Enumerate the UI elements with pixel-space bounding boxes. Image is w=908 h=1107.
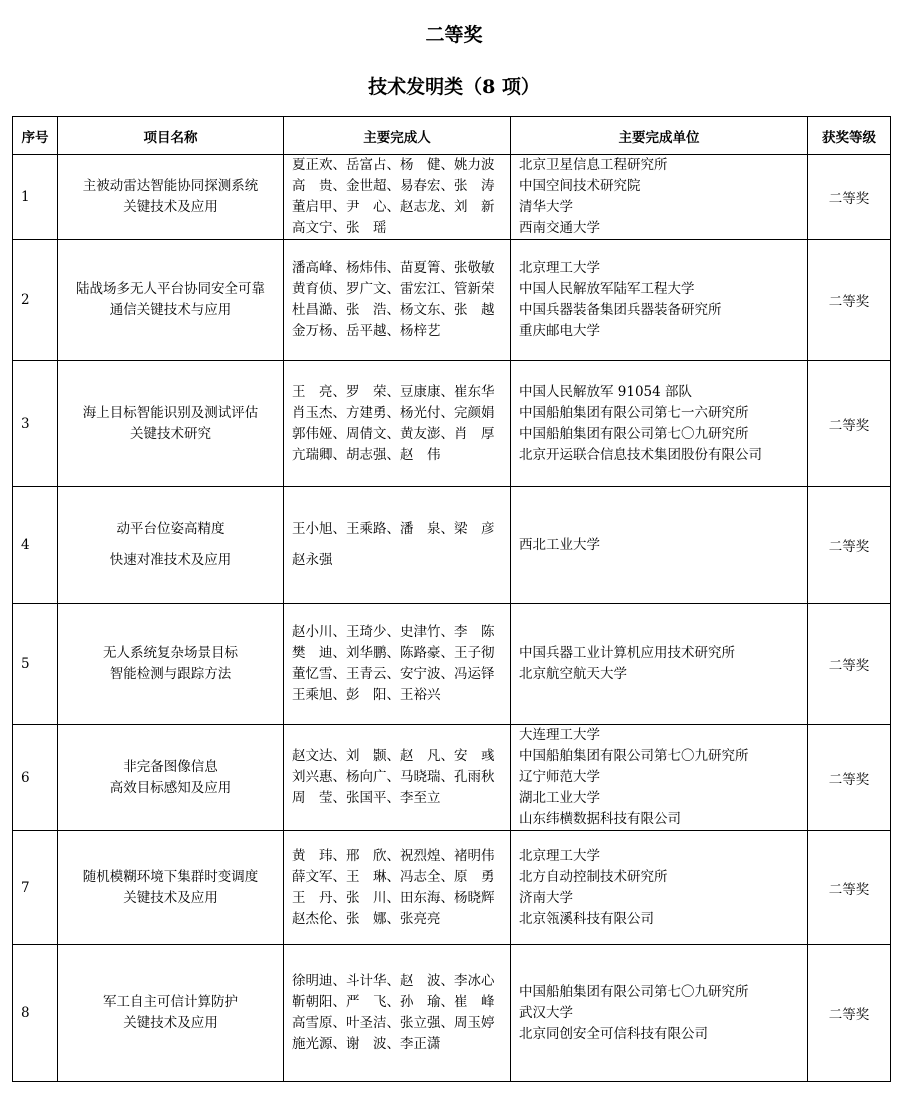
main-units [511,487,808,604]
award-level: 二等奖 [808,487,891,604]
main-units-line: 中国人民解放军陆军工程大学 [519,281,695,297]
main-people-line: 高文宁、张 瑶 [292,220,387,236]
main-units-line: 中国人民解放军 91054 部队 [519,383,693,400]
main-units-line: 中国船舶集团有限公司第七〇九研究所 [519,748,749,764]
main-people-line: 刘兴惠、杨向广、马晓瑞、孔雨秋 [292,769,495,785]
main-people-line: 高 贵、金世超、易春宏、张 涛 [292,178,495,194]
project-name [58,604,284,725]
project-name-line: 关键技术及应用 [123,199,218,215]
project-name-line: 主被动雷达智能协同探测系统 [82,178,259,194]
table-row [13,725,891,831]
row-index: 5 [13,604,58,725]
row-index: 3 [13,361,58,487]
main-units-line: 武汉大学 [519,1004,573,1021]
main-units [511,945,808,1082]
table-row [13,945,891,1082]
award-level: 二等奖 [808,361,891,487]
table-header-row [13,117,891,155]
table-row [13,831,891,945]
main-people-line: 靳朝阳、严 飞、孙 瑜、崔 峰 [292,994,495,1010]
header-main-units: 主要完成单位 [511,117,808,155]
project-name-line: 关键技术及应用 [123,889,218,906]
project-name-line: 快速对准技术及应用 [109,552,232,568]
project-name-line: 非完备图像信息 [123,758,218,775]
main-people-line: 薛文军、王 琳、冯志全、原 勇 [292,868,495,885]
main-units-line: 中国船舶集团有限公司第七一六研究所 [519,404,749,421]
main-people-line: 潘高峰、杨炜伟、苗夏箐、张敬敏 [292,260,495,276]
project-name [58,240,284,361]
main-units-line: 北京航空航天大学 [519,666,627,682]
main-units-line: 清华大学 [519,199,573,215]
project-name [58,945,284,1082]
table-row [13,155,891,240]
main-units-line: 辽宁师范大学 [519,769,600,785]
main-people-line: 施光源、谢 波、李正潇 [292,1036,441,1052]
main-units-line: 湖北工业大学 [519,790,600,806]
row-index: 7 [13,831,58,945]
category-title: 技术发明类（8 项） [368,76,540,98]
table-row [13,361,891,487]
award-table [12,116,891,1082]
main-units-line: 中国船舶集团有限公司第七〇九研究所 [519,983,749,1000]
award-level: 二等奖 [808,604,891,725]
main-people-line: 徐明迪、斗计华、赵 波、李冰心 [292,973,495,989]
project-name-line: 无人系统复杂场景目标 [103,645,238,661]
project-name-line: 智能检测与跟踪方法 [109,666,232,682]
main-units [511,831,808,945]
main-people-line: 王 丹、张 川、田东海、杨晓辉 [292,889,495,906]
row-index: 6 [13,725,58,831]
main-units-line: 重庆邮电大学 [519,323,600,339]
project-name [58,361,284,487]
project-name-line: 高效目标感知及应用 [109,779,232,796]
project-name-line: 海上目标智能识别及测试评估 [82,404,259,421]
header-index: 序号 [13,117,58,155]
main-units-line: 济南大学 [519,889,573,906]
award-level: 二等奖 [808,945,891,1082]
main-people-line: 杜昌澔、张 浩、杨文东、张 越 [292,302,495,318]
main-people [284,361,511,487]
main-people-line: 周 莹、张国平、李至立 [292,790,441,806]
main-units-line: 西南交通大学 [519,220,600,236]
header-main-people: 主要完成人 [284,117,511,155]
main-people [284,725,511,831]
main-units [511,604,808,725]
main-people [284,831,511,945]
main-people-line: 金万杨、岳平越、杨梓艺 [292,323,441,339]
project-name-line: 随机模糊环境下集群时变调度 [82,868,259,885]
main-units-line: 中国船舶集团有限公司第七〇九研究所 [519,425,749,442]
main-people-line: 赵杰伦、张 娜、张亮亮 [292,910,441,927]
main-people-line: 王乘旭、彭 阳、王裕兴 [292,687,441,703]
header-project-name: 项目名称 [58,117,284,155]
table-row [13,487,891,604]
main-people-line: 樊 迪、刘华鹏、陈路豪、王子彻 [292,645,495,661]
main-units-line: 大连理工大学 [519,727,600,743]
main-units [511,725,808,831]
main-units-line: 北京卫星信息工程研究所 [519,157,668,173]
main-units-line: 中国兵器工业计算机应用技术研究所 [519,645,735,661]
main-people [284,155,511,240]
main-people [284,945,511,1082]
main-people-line: 夏正欢、岳富占、杨 健、姚力波 [292,157,495,173]
award-level-title: 二等奖 [425,24,483,46]
main-units-line: 西北工业大学 [519,536,600,553]
main-people-line: 郭伟娅、周倩文、黄友澎、肖 厚 [292,425,495,442]
table-row [13,240,891,361]
award-level: 二等奖 [808,240,891,361]
table-row [13,604,891,725]
main-units [511,155,808,240]
main-units-line: 北京理工大学 [519,260,600,276]
main-units-line: 山东纬横数据科技有限公司 [519,811,681,827]
main-people-line: 赵小川、王琦少、史津竹、李 陈 [292,624,495,640]
award-level: 二等奖 [808,725,891,831]
main-people [284,604,511,725]
main-people-line: 赵文达、刘 颢、赵 凡、安 彧 [292,748,495,764]
project-name [58,487,284,604]
main-units-line: 中国空间技术研究院 [519,178,641,194]
main-people-line: 亢瑞卿、胡志强、赵 伟 [292,446,441,463]
main-people-line: 黄育侦、罗广文、雷宏江、管新荣 [292,281,495,297]
project-name [58,831,284,945]
main-people [284,487,511,604]
project-name [58,155,284,240]
main-units-line: 北京理工大学 [519,847,600,864]
main-units-line: 北京同创安全可信科技有限公司 [519,1025,708,1042]
award-level: 二等奖 [808,831,891,945]
main-people-line: 肖玉杰、方建勇、杨光付、完颜娟 [292,404,495,421]
main-people-line: 董启甲、尹 心、赵志龙、刘 新 [292,199,495,215]
main-people-line: 高雪原、叶圣洁、张立强、周玉婷 [292,1015,495,1031]
project-name-line: 关键技术及应用 [123,1015,218,1031]
award-level: 二等奖 [808,155,891,240]
row-index: 1 [13,155,58,240]
project-name [58,725,284,831]
main-units-line: 北方自动控制技术研究所 [519,868,668,885]
project-name-line: 通信关键技术与应用 [109,302,232,318]
row-index: 4 [13,487,58,604]
main-people-line: 王小旭、王乘路、潘 泉、梁 彦 [292,521,495,537]
main-units-line: 北京开运联合信息技术集团股份有限公司 [519,446,762,463]
header-award-level: 获奖等级 [808,117,891,155]
row-index: 8 [13,945,58,1082]
main-people-line: 董忆雪、王青云、安宁波、冯运铎 [292,666,495,682]
main-people [284,240,511,361]
project-name-line: 军工自主可信计算防护 [103,994,238,1010]
main-units-line: 北京瓴溪科技有限公司 [519,910,654,927]
main-units [511,361,808,487]
main-units-line: 中国兵器装备集团兵器装备研究所 [519,302,722,318]
row-index: 2 [13,240,58,361]
main-people-line: 赵永强 [292,552,333,568]
project-name-line: 动平台位姿高精度 [116,521,225,537]
main-people-line: 王 亮、罗 荣、豆康康、崔东华 [292,383,495,400]
project-name-line: 陆战场多无人平台协同安全可靠 [76,281,265,297]
main-units [511,240,808,361]
project-name-line: 关键技术研究 [130,425,211,442]
main-people-line: 黄 玮、邢 欣、祝烈煌、褚明伟 [292,847,495,864]
